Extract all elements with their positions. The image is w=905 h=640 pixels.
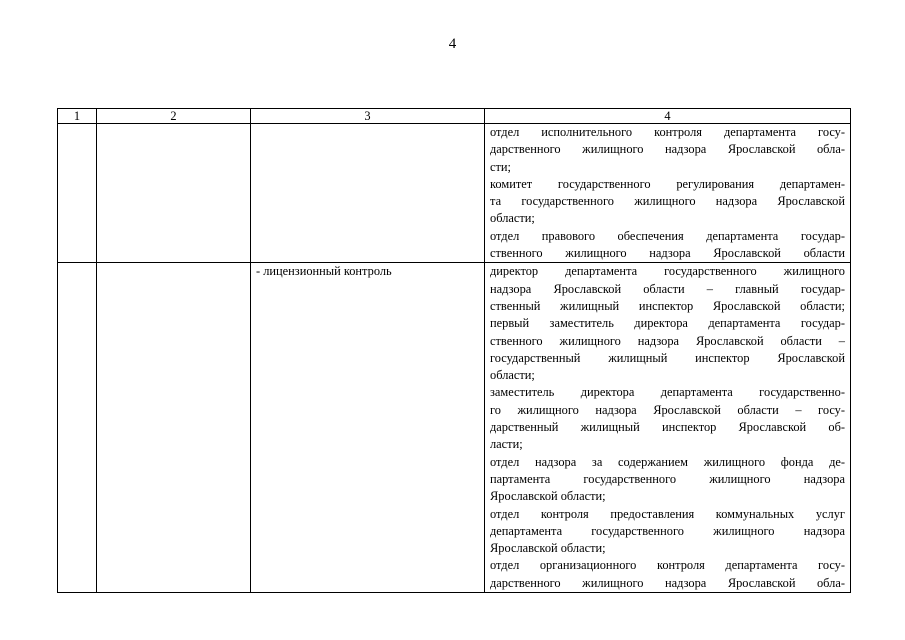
cell-text: - лицензионный контроль — [256, 264, 392, 279]
text-line: комитет государственного регулирования департамен- — [490, 176, 845, 191]
text-line: надзора Ярославской области – главный государ- — [490, 281, 845, 296]
text-line: партамента государственного жилищного надзора — [490, 471, 845, 486]
text-line: дарственного жилищного надзора Ярославской обла- — [490, 575, 845, 590]
document-table — [57, 108, 851, 593]
table-cell-col4 — [485, 124, 851, 263]
column-header-2: 2 — [97, 109, 251, 124]
text-line: директор департамента государственного жилищного — [490, 264, 845, 279]
table-cell-col1 — [58, 263, 97, 593]
text-line: ласти; — [490, 437, 523, 452]
text-line: заместитель директора департамента государственно- — [490, 385, 845, 400]
text-line: отдел контроля предоставления коммунальных услуг — [490, 506, 845, 521]
column-header-3: 3 — [251, 109, 485, 124]
column-header-4: 4 — [485, 109, 851, 124]
table-body — [58, 124, 851, 593]
table-cell-col3 — [251, 124, 485, 263]
text-line: отдел надзора за содержанием жилищного фонда де- — [490, 454, 845, 469]
table-cell-col4 — [485, 263, 851, 593]
text-line: сти; — [490, 159, 511, 174]
text-line: отдел организационного контроля департамента госу- — [490, 558, 845, 573]
text-line: Ярославской области; — [490, 489, 606, 504]
column-header-1: 1 — [58, 109, 97, 124]
text-line: ственного жилищного надзора Ярославской области – — [490, 333, 845, 348]
text-line: области; — [490, 211, 535, 226]
table-cell-col2 — [97, 124, 251, 263]
page-number: 4 — [448, 36, 457, 52]
text-line: государственный жилищный инспектор Ярославской — [490, 350, 845, 365]
text-line: области; — [490, 368, 535, 383]
text-line: первый заместитель директора департамента государ- — [490, 316, 845, 331]
text-line: ственного жилищного надзора Ярославской области — [490, 246, 845, 261]
text-line: ственный жилищный инспектор Ярославской области; — [490, 298, 845, 313]
table-row — [58, 124, 851, 263]
table-cell-col3 — [251, 263, 485, 593]
table-header-row — [58, 109, 851, 124]
text-line: дарственного жилищного надзора Ярославской обла- — [490, 142, 845, 157]
table-cell-col2 — [97, 263, 251, 593]
text-line: отдел правового обеспечения департамента государ- — [490, 228, 845, 243]
text-line: отдел исполнительного контроля департамента госу- — [490, 125, 845, 139]
table-cell-col1 — [58, 124, 97, 263]
text-line: Ярославской области; — [490, 541, 606, 556]
text-line: департамента государственного жилищного надзора — [490, 523, 845, 538]
text-line: го жилищного надзора Ярославской области – госу- — [490, 402, 845, 417]
table-row — [58, 263, 851, 593]
text-line: та государственного жилищного надзора Ярославской — [490, 194, 845, 209]
text-line: дарственный жилищный инспектор Ярославской об- — [490, 420, 845, 435]
